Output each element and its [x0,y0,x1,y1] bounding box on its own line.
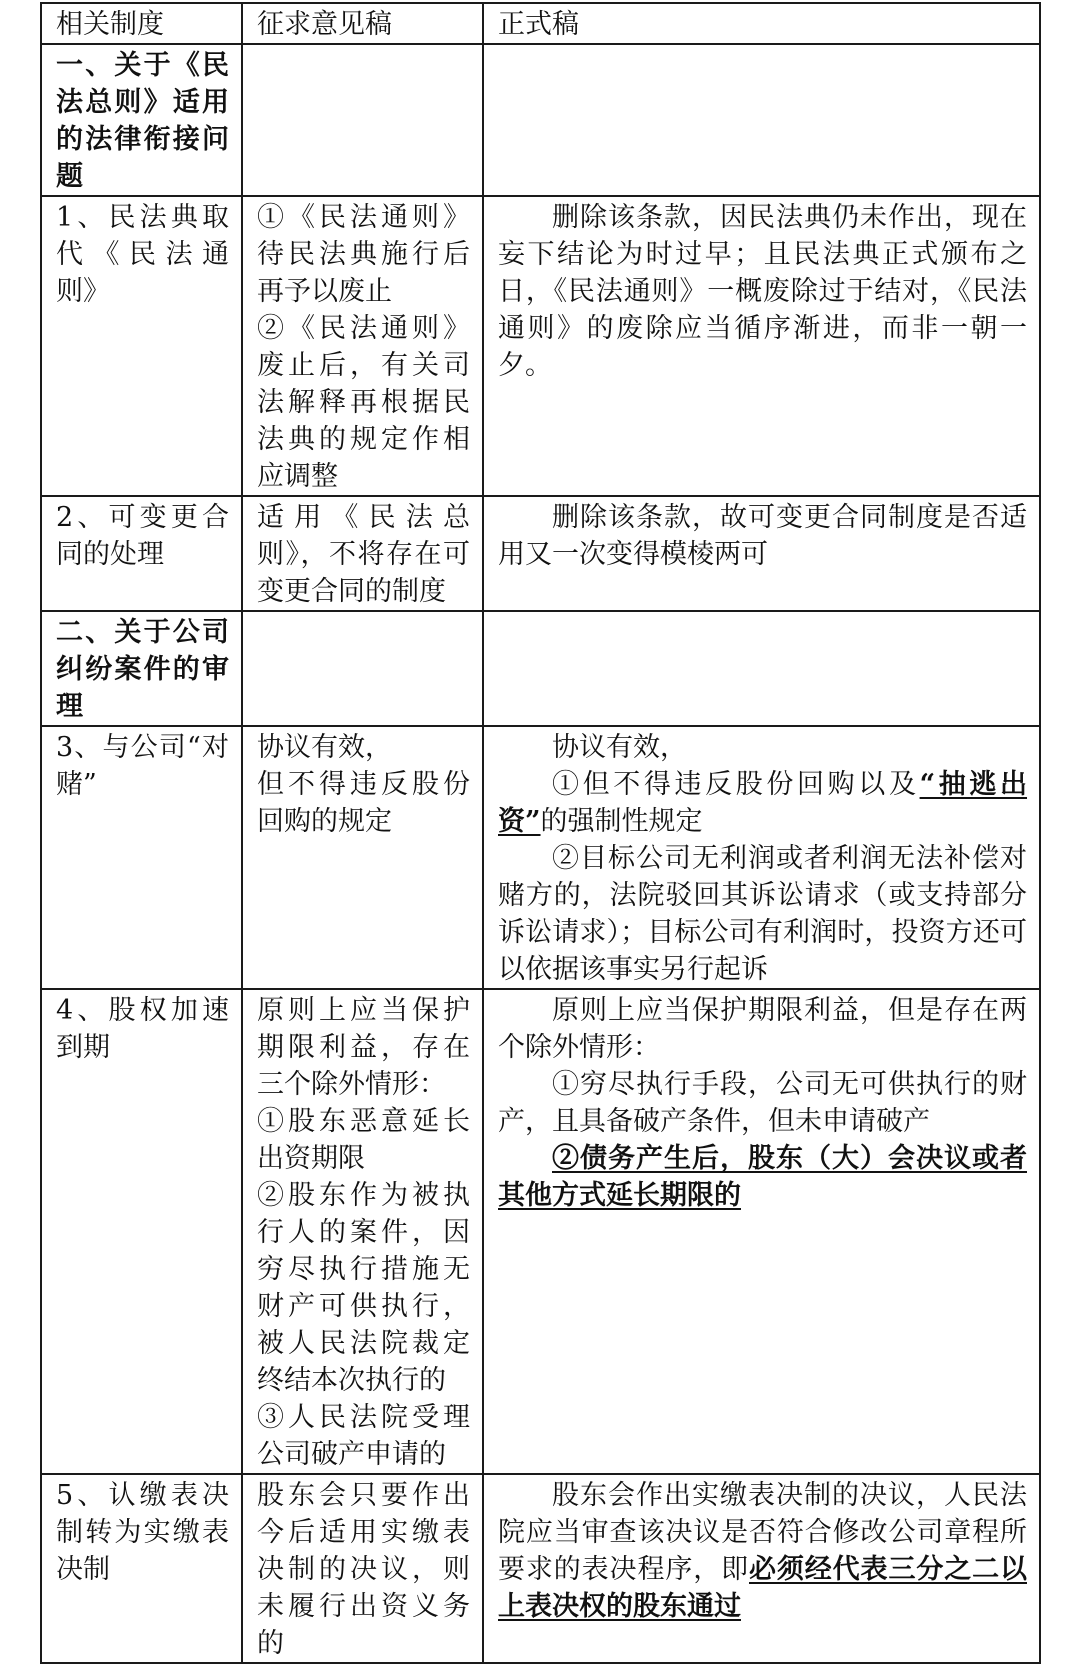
row3-final-item-2: ②目标公司无利润或者利润无法补偿对赌方的，法院驳回其诉讼请求（或支持部分诉讼请求）；目标公司有利润时，投资方还可以依据该事实另行起诉 [498,843,1027,985]
row3-draft-line-1: 协议有效， [257,732,392,763]
row3-final-item-1-text: ①但不得违反股份回购以及 [552,769,920,800]
row4-final-intro: 原则上应当保护期限利益，但是存在两个除外情形： [498,995,1027,1063]
row4-draft-item-3: ③人民法院受理公司破产申请的 [257,1402,470,1470]
row5-final-text-a: 股东会作出实缴表决制的决议，人民法院应当审查该决议是否符合修改公司章程所要求的表决程序，即 [498,1480,1027,1585]
row1-system: 1、民法典取代《民法通则》 [41,196,242,496]
row2-system: 2、可变更合同的处理 [41,496,242,611]
row2-final-text: 删除该条款，故可变更合同制度是否适用又一次变得模棱两可 [498,502,1027,570]
row3-draft-line-2: 但不得违反股份回购的规定 [257,769,470,837]
row4-system: 4、股权加速到期 [41,989,242,1474]
row3-draft [242,726,483,989]
empty-cell [483,44,1040,196]
row4-draft-intro: 原则上应当保护期限利益，存在三个除外情形： [257,995,470,1100]
row3-final-emphasis: “抽逃出资” [498,769,1028,837]
row5-system: 5、认缴表决制转为实缴表决制 [41,1474,242,1663]
section-title-2: 二、关于公司纠纷案件的审理 [41,611,242,726]
row3-final [483,726,1040,989]
row3-system: 3、与公司“对赌” [41,726,242,989]
row1-draft [242,196,483,496]
row2-final [483,496,1040,611]
row3-final-line-1: 协议有效， [552,732,687,763]
row4-draft-item-1: ①股东恶意延长出资期限 [257,1106,470,1174]
section-title-1: 一、关于《民法总则》适用的法律衔接问题 [41,44,242,196]
row4-final [483,989,1040,1474]
row1-draft-item-2: ②《民法通则》废止后，有关司法解释再根据民法典的规定作相应调整 [257,313,470,492]
comparison-table [40,2,1041,1664]
row4-draft [242,989,483,1474]
row3-final-item-1 [498,766,1027,840]
row4-final-item-1: ①穷尽执行手段，公司无可供执行的财产，且具备破产条件，但未申请破产 [498,1069,1027,1137]
section-row-1 [41,44,1040,196]
row1-draft-item-1: ①《民法通则》待民法典施行后再予以废止 [257,202,470,307]
table-row-2 [41,496,1040,611]
empty-cell [242,611,483,726]
header-draft: 征求意见稿 [242,3,483,44]
row5-final-emphasis: 必须经代表三分之二以上表决权的股东通过 [498,1554,1027,1622]
row1-final [483,196,1040,496]
section-row-2 [41,611,1040,726]
header-row [41,3,1040,44]
row1-final-text: 删除该条款，因民法典仍未作出，现在妄下结论为时过早；且民法典正式颁布之日，《民法通则》一概废除过于结对，《民法通则》的废除应当循序渐进，而非一朝一夕。 [498,202,1027,381]
row5-draft: 股东会只要作出今后适用实缴表决制的决议，则未履行出资义务的 [242,1474,483,1663]
row4-draft-item-2: ②股东作为被执行人的案件，因穷尽执行措施无财产可供执行，被人民法院裁定终结本次执行的 [257,1180,470,1396]
header-final: 正式稿 [483,3,1040,44]
header-system: 相关制度 [41,3,242,44]
table-row-4 [41,989,1040,1474]
table-row-3 [41,726,1040,989]
row2-draft: 适用《民法总则》，不将存在可变更合同的制度 [242,496,483,611]
row4-final-item-2: ②债务产生后，股东（大）会决议或者其他方式延长期限的 [498,1143,1027,1211]
empty-cell [483,611,1040,726]
table-row-5 [41,1474,1040,1663]
row5-final [483,1474,1040,1663]
table-row-1 [41,196,1040,496]
row3-final-item-1-tail: 的强制性规定 [540,806,703,837]
empty-cell [242,44,483,196]
row5-final-text [498,1477,1027,1625]
